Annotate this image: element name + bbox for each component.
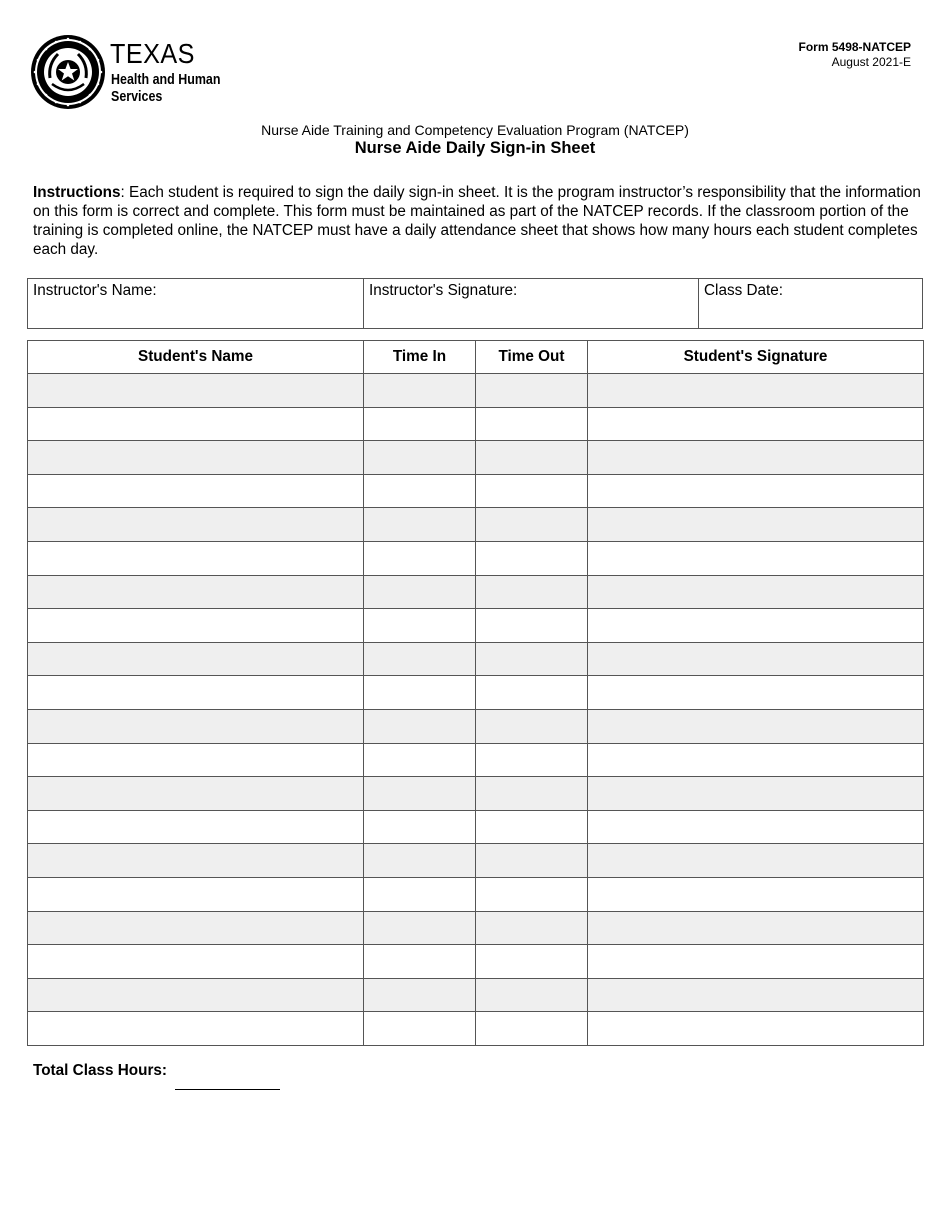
form-identifier [799, 40, 911, 70]
time-out-cell[interactable] [476, 676, 588, 710]
time-in-cell[interactable] [364, 609, 476, 643]
table-row [28, 877, 924, 911]
student-name-cell[interactable] [28, 945, 364, 979]
student-name-cell[interactable] [28, 541, 364, 575]
student-name-cell[interactable] [28, 575, 364, 609]
table-row [28, 978, 924, 1012]
column-header-student-name: Student's Name [28, 341, 364, 374]
instructor-info-table [27, 278, 923, 329]
table-row [28, 1012, 924, 1046]
instructor-signature-label: Instructor's Signature: [369, 282, 518, 299]
student-name-cell[interactable] [28, 709, 364, 743]
time-in-cell[interactable] [364, 642, 476, 676]
program-name: Nurse Aide Training and Competency Evaluation Program (NATCEP) [261, 122, 689, 138]
student-name-cell[interactable] [28, 374, 364, 408]
form-number: Form 5498-NATCEP [798, 40, 911, 54]
student-signature-cell[interactable] [588, 407, 924, 441]
table-row [28, 374, 924, 408]
student-signature-cell[interactable] [588, 541, 924, 575]
student-name-cell[interactable] [28, 407, 364, 441]
student-name-cell[interactable] [28, 877, 364, 911]
time-in-cell[interactable] [364, 844, 476, 878]
sign-in-table [27, 340, 924, 1046]
total-class-hours-field[interactable] [175, 1089, 280, 1090]
student-signature-cell[interactable] [588, 642, 924, 676]
time-in-cell[interactable] [364, 1012, 476, 1046]
time-in-cell[interactable] [364, 374, 476, 408]
column-header-student-signature: Student's Signature [588, 341, 924, 374]
form-date: August 2021-E [831, 55, 911, 69]
time-out-cell[interactable] [476, 743, 588, 777]
student-name-cell[interactable] [28, 844, 364, 878]
student-name-cell[interactable] [28, 1012, 364, 1046]
student-name-cell[interactable] [28, 508, 364, 542]
table-row [28, 474, 924, 508]
time-in-cell[interactable] [364, 911, 476, 945]
table-row [28, 609, 924, 643]
time-out-cell[interactable] [476, 877, 588, 911]
time-in-cell[interactable] [364, 743, 476, 777]
time-out-cell[interactable] [476, 709, 588, 743]
total-class-hours-label: Total Class Hours: [33, 1062, 168, 1079]
time-out-cell[interactable] [476, 810, 588, 844]
table-row [28, 844, 924, 878]
time-out-cell[interactable] [476, 1012, 588, 1046]
time-out-cell[interactable] [476, 945, 588, 979]
student-name-cell[interactable] [28, 642, 364, 676]
time-out-cell[interactable] [476, 642, 588, 676]
time-in-cell[interactable] [364, 777, 476, 811]
time-in-cell[interactable] [364, 676, 476, 710]
time-in-cell[interactable] [364, 541, 476, 575]
student-name-cell[interactable] [28, 810, 364, 844]
student-signature-cell[interactable] [588, 978, 924, 1012]
time-out-cell[interactable] [476, 374, 588, 408]
instructor-name-label: Instructor's Name: [33, 282, 157, 299]
table-row [28, 810, 924, 844]
time-in-cell[interactable] [364, 508, 476, 542]
student-name-cell[interactable] [28, 609, 364, 643]
logo-subtitle-line1: Health and Human [111, 72, 221, 88]
student-signature-cell[interactable] [588, 1012, 924, 1046]
time-in-cell[interactable] [364, 945, 476, 979]
time-in-cell[interactable] [364, 978, 476, 1012]
time-in-cell[interactable] [364, 407, 476, 441]
time-out-cell[interactable] [476, 441, 588, 475]
student-signature-cell[interactable] [588, 743, 924, 777]
student-signature-cell[interactable] [588, 441, 924, 475]
student-name-cell[interactable] [28, 474, 364, 508]
time-out-cell[interactable] [476, 777, 588, 811]
student-signature-cell[interactable] [588, 374, 924, 408]
column-header-time-in: Time In [364, 341, 476, 374]
student-signature-cell[interactable] [588, 945, 924, 979]
logo-subtitle [111, 72, 220, 106]
time-out-cell[interactable] [476, 407, 588, 441]
student-name-cell[interactable] [28, 777, 364, 811]
instructions-text: : Each student is required to sign the daily sign-in sheet. It is the program instructor’s responsibility that the information on this form is correct and complete. This form must be maintained as part of the NATCEP records. If the classroom portion of the training is completed online, the NATCEP must have a daily attendance sheet that shows how many hours each student completes each day. [33, 184, 921, 258]
time-out-cell[interactable] [476, 575, 588, 609]
time-in-cell[interactable] [364, 441, 476, 475]
table-row [28, 676, 924, 710]
time-in-cell[interactable] [364, 877, 476, 911]
page-title: Nurse Aide Daily Sign-in Sheet [354, 139, 596, 157]
student-signature-cell[interactable] [588, 709, 924, 743]
student-signature-cell[interactable] [588, 575, 924, 609]
student-signature-cell[interactable] [588, 474, 924, 508]
instructions-label: Instructions [33, 184, 121, 201]
time-out-cell[interactable] [476, 844, 588, 878]
table-row [28, 743, 924, 777]
table-row [28, 777, 924, 811]
class-date-field[interactable] [699, 279, 922, 328]
student-name-cell[interactable] [28, 911, 364, 945]
time-out-cell[interactable] [476, 911, 588, 945]
hhs-logo [30, 34, 230, 114]
time-out-cell[interactable] [476, 508, 588, 542]
student-signature-cell[interactable] [588, 844, 924, 878]
student-name-cell[interactable] [28, 978, 364, 1012]
student-name-cell[interactable] [28, 676, 364, 710]
instructions [33, 183, 923, 259]
time-in-cell[interactable] [364, 474, 476, 508]
table-header-row [28, 341, 924, 374]
class-date-label: Class Date: [704, 282, 784, 299]
time-in-cell[interactable] [364, 575, 476, 609]
student-name-cell[interactable] [28, 441, 364, 475]
time-in-cell[interactable] [364, 709, 476, 743]
table-row [28, 407, 924, 441]
time-out-cell[interactable] [476, 609, 588, 643]
table-row [28, 575, 924, 609]
table-row [28, 911, 924, 945]
table-row [28, 642, 924, 676]
time-out-cell[interactable] [476, 541, 588, 575]
texas-seal-icon [30, 34, 106, 110]
logo-texas-text: TEXAS [110, 38, 195, 69]
table-row [28, 541, 924, 575]
column-header-time-out: Time Out [476, 341, 588, 374]
instructor-signature-field[interactable] [364, 279, 699, 328]
student-signature-cell[interactable] [588, 609, 924, 643]
sign-in-rows [28, 374, 924, 1046]
student-signature-cell[interactable] [588, 911, 924, 945]
student-signature-cell[interactable] [588, 810, 924, 844]
student-name-cell[interactable] [28, 743, 364, 777]
student-signature-cell[interactable] [588, 508, 924, 542]
table-row [28, 709, 924, 743]
student-signature-cell[interactable] [588, 777, 924, 811]
table-row [28, 945, 924, 979]
instructor-name-field[interactable] [28, 279, 364, 328]
table-row [28, 508, 924, 542]
student-signature-cell[interactable] [588, 676, 924, 710]
time-out-cell[interactable] [476, 978, 588, 1012]
table-row [28, 441, 924, 475]
time-out-cell[interactable] [476, 474, 588, 508]
logo-subtitle-line2: Services [111, 89, 163, 105]
time-in-cell[interactable] [364, 810, 476, 844]
student-signature-cell[interactable] [588, 877, 924, 911]
